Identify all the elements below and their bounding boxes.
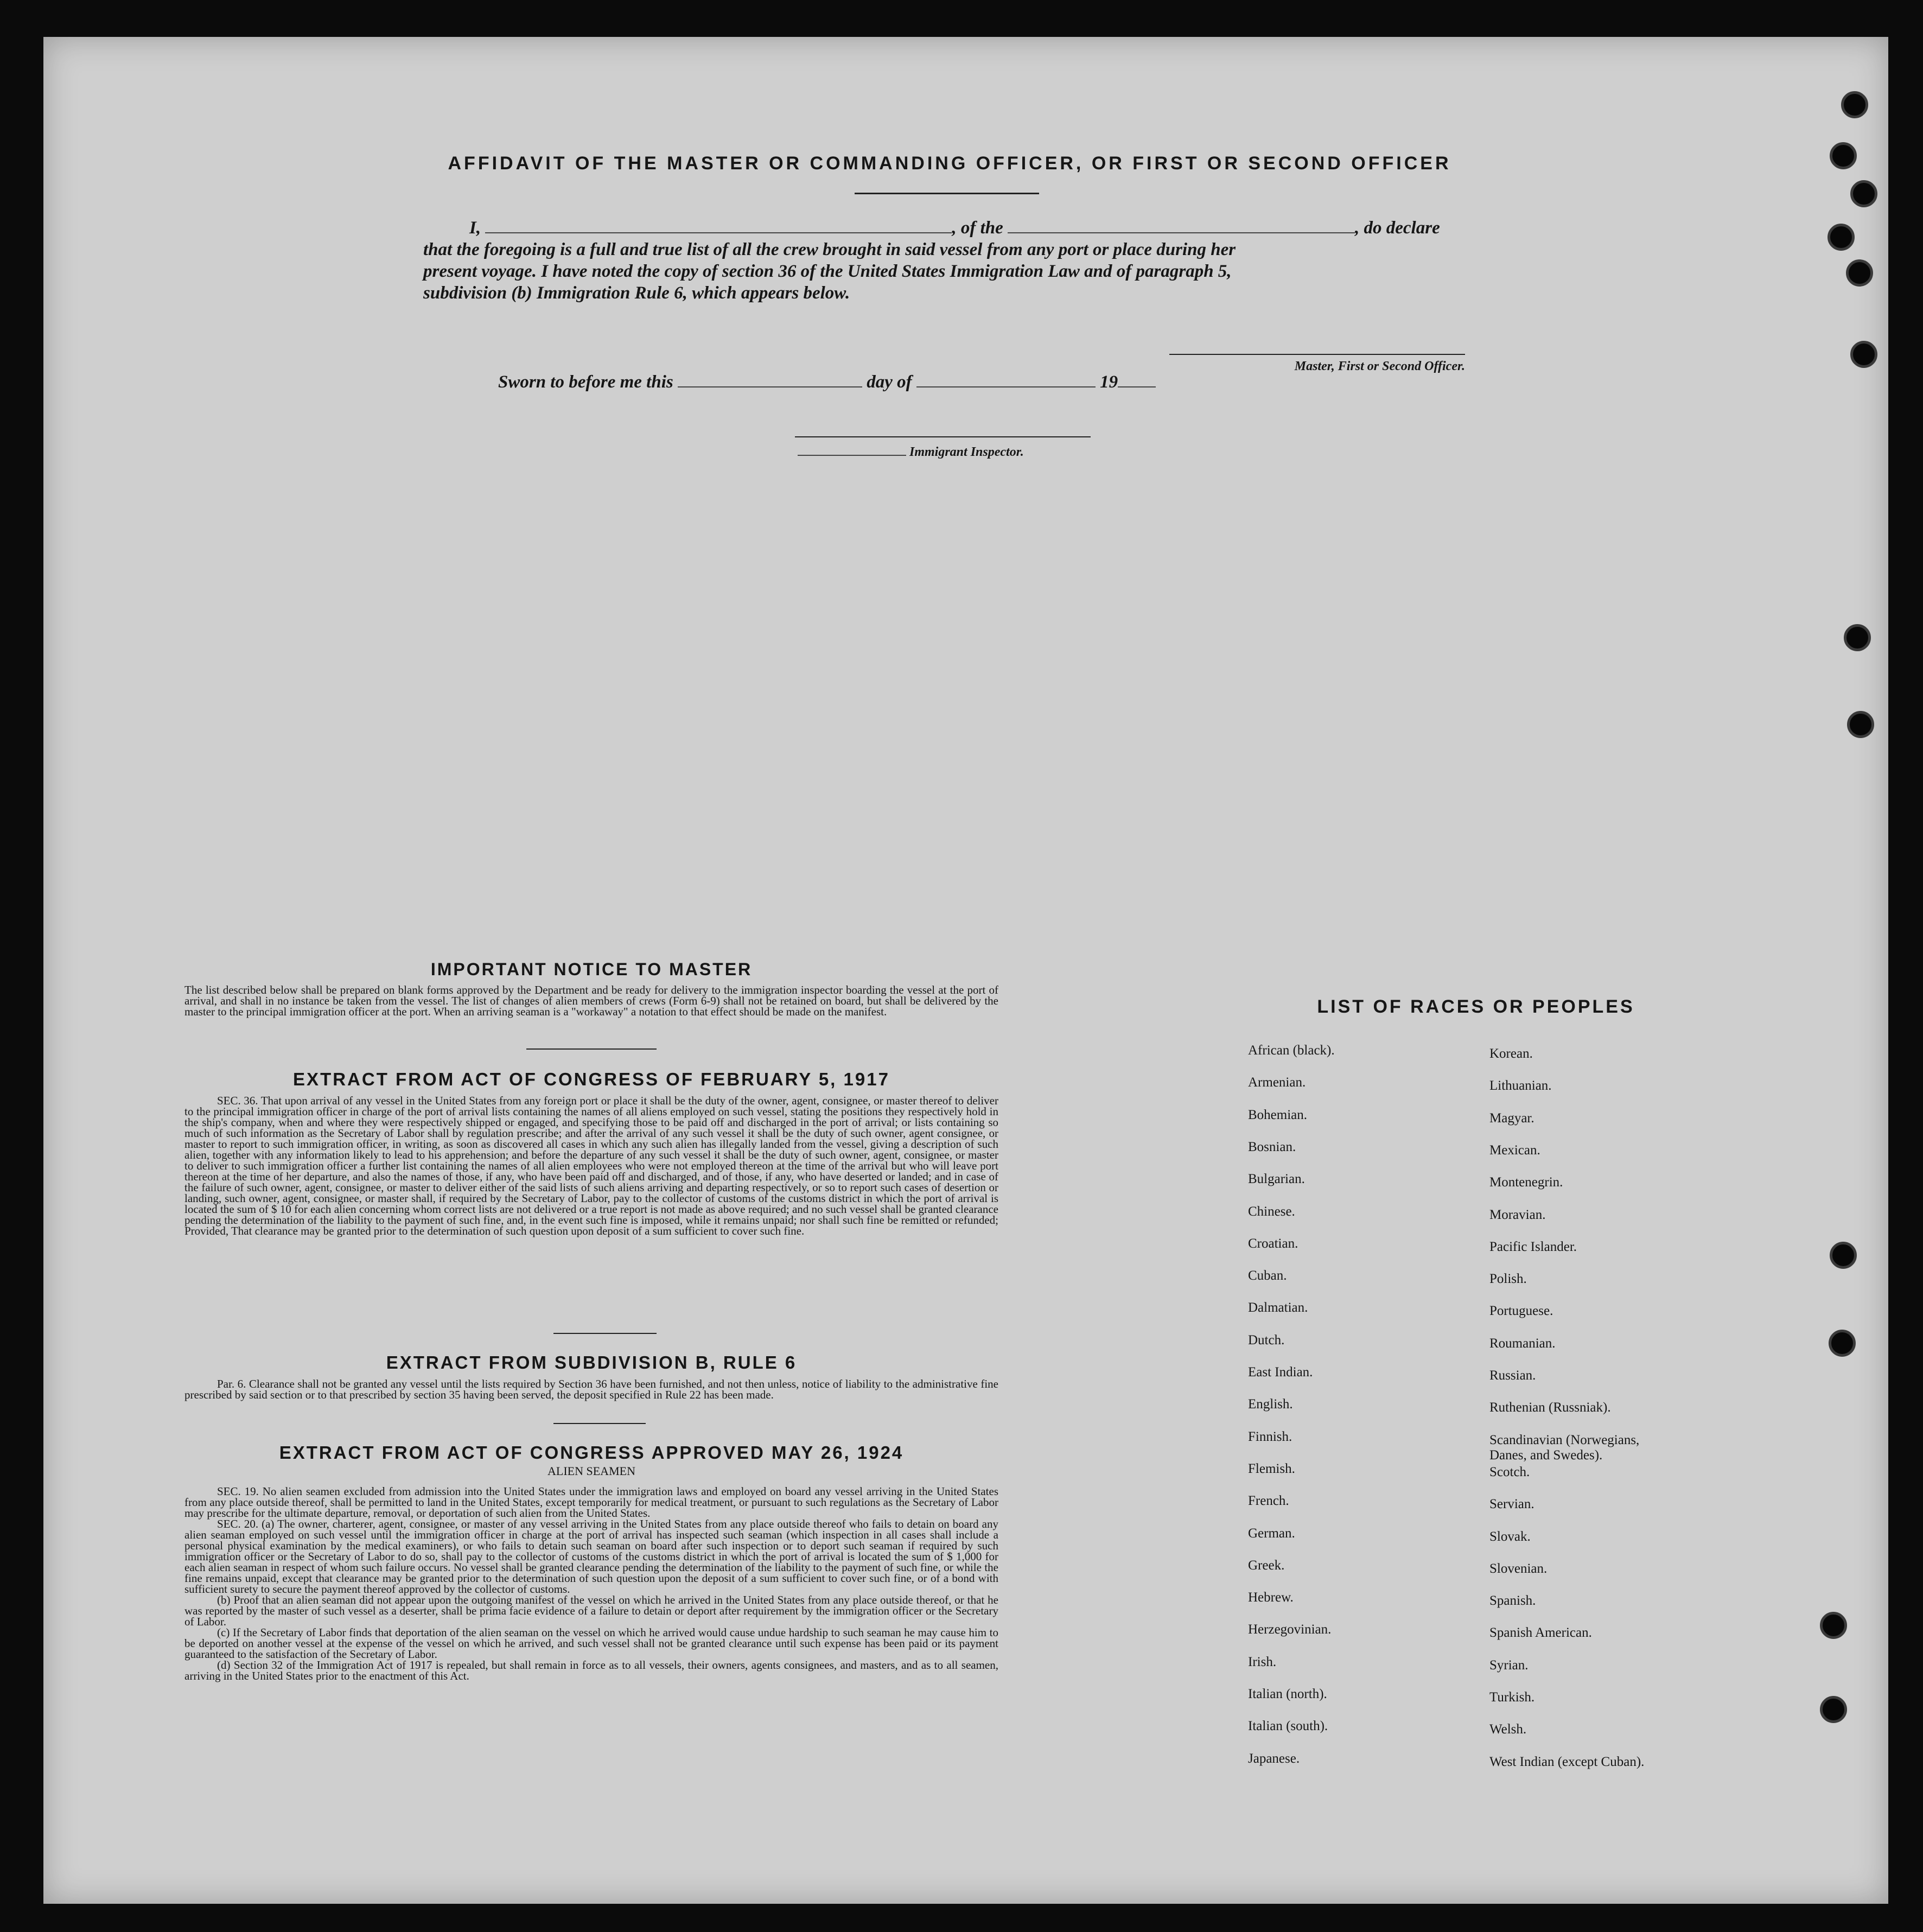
race-item: Italian (north).	[1248, 1687, 1327, 1701]
declarant-name-field[interactable]	[485, 232, 952, 233]
race-item: Magyar.	[1489, 1110, 1534, 1126]
race-item: Scandinavian (Norwegians, Danes, and Swedes).	[1489, 1432, 1640, 1463]
extract-1917-title: EXTRACT FROM ACT OF CONGRESS OF FEBRUARY 5, 1917	[293, 1069, 890, 1089]
race-item: Welsh.	[1489, 1722, 1527, 1737]
sworn-year-field[interactable]	[1118, 386, 1156, 387]
extract-1924-body	[184, 1486, 998, 1681]
race-item: Turkish.	[1489, 1690, 1535, 1705]
race-item: Slovak.	[1489, 1529, 1531, 1544]
race-item: Chinese.	[1248, 1204, 1295, 1219]
binder-hole-icon	[1844, 624, 1871, 651]
extract-rule6-body: Par. 6. Clearance shall not be granted any vessel until the lists required by Section 36 have been furnished, and not then unless, notice of liability to the administrative fine prescribed by said section or to that prescribed by section 35 having been served, the deposit specified in Rule 22 has been made.	[184, 1377, 998, 1401]
race-item: Korean.	[1489, 1046, 1533, 1061]
vessel-name-field[interactable]	[1008, 232, 1355, 233]
race-item: Japanese.	[1248, 1751, 1300, 1766]
race-item: Herzegovinian.	[1248, 1622, 1332, 1637]
sworn-label: Sworn to before me this	[498, 372, 673, 392]
race-item: Dutch.	[1248, 1332, 1285, 1348]
race-item: English.	[1248, 1397, 1293, 1412]
binder-hole-icon	[1820, 1696, 1847, 1723]
race-item: Scotch.	[1489, 1464, 1530, 1479]
declarant-label: I,	[469, 218, 481, 238]
race-item: Montenegrin.	[1489, 1175, 1563, 1190]
race-item: Slovenian.	[1489, 1561, 1548, 1576]
race-item: Moravian.	[1489, 1207, 1546, 1222]
sec20a-text: SEC. 20. (a) The owner, charterer, agent, consignee, or master of any vessel arriving in the United States from any place outside thereof who fails to detain on board any alien seaman employed on such vessel until the immigration officer in charge at the port of arrival has inspected such seaman (which inspection in all cases shall include a personal physical examination by the medical examiners), or who fails to detain such seaman on board after such inspection or to deport such seaman if required by such immigration officer or the Secretary of Labor to do so, shall pay to the collector of customs of the customs district in which the port of arrival is located the sum of $ 1,000 for each alien seaman in respect of whom such failure occurs. No vessel shall be granted clearance pending the determination of the liability to the payment of such fine, or while the fine remains unpaid, except that clearance may be granted prior to the determination of such question upon the deposit of a sum sufficient to cover such fine, or of a bond with sufficient surety to secure the payment thereof approved by the collector of customs.	[184, 1517, 998, 1596]
race-item: Bulgarian.	[1248, 1172, 1305, 1187]
declare-label: , do declare	[1355, 218, 1440, 238]
binder-hole-icon	[1847, 711, 1874, 738]
sec19-text: SEC. 19. No alien seamen excluded from admission into the United States under the immigration laws and employed on board any vessel arriving in the United States from any place outside thereof, shall be permitted to land in the United States, except temporarily for medical treatment, or pursuant to such regulations as the Secretary of Labor may prescribe for the ultimate departure, removal, or deportation of such alien from the United States.	[184, 1485, 998, 1520]
race-item: Ruthenian (Russniak).	[1489, 1400, 1611, 1415]
extract-1924-subtitle: ALIEN SEAMEN	[547, 1464, 635, 1478]
race-item: East Indian.	[1248, 1365, 1313, 1380]
section-divider	[553, 1333, 657, 1334]
sec20c-text: (c) If the Secretary of Labor finds that deportation of the alien seaman on the vessel on which he arrived would cause undue hardship to such seaman he may cause him to be deported on another vessel at the expense of the vessel on which he arrived, and such vessel shall not be granted clearance until such expense has been paid or its payment guaranteed to the satisfaction of the Secretary of Labor.	[184, 1626, 998, 1661]
day-of-label: day of	[867, 372, 912, 392]
declaration-line: subdivision (b) Immigration Rule 6, which appears below.	[423, 283, 850, 303]
sworn-day-field[interactable]	[678, 386, 862, 387]
declaration-line: that the foregoing is a full and true list of all the crew brought in said vessel from any port or place during her	[423, 240, 1236, 259]
race-item: Dalmatian.	[1248, 1300, 1308, 1315]
binder-hole-icon	[1828, 224, 1855, 251]
race-item: Mexican.	[1489, 1142, 1540, 1158]
race-item: Bohemian.	[1248, 1107, 1308, 1122]
notice-body: The list described below shall be prepared on blank forms approved by the Department and be ready for delivery to the immigration inspector boarding the vessel at the port of arrival, and shall in no instance be taken from the vessel. The list of changes of alien members of crews (Form 6-9) shall not be retained on board, but shall be delivered by the master to the principal immigration officer at the port. When an arriving seaman is a "workaway" a notation to that effect should be made on the manifest.	[184, 983, 998, 1018]
affidavit-title: AFFIDAVIT OF THE MASTER OR COMMANDING OFFICER, OR FIRST OR SECOND OFFICER	[448, 153, 1451, 174]
race-item: Servian.	[1489, 1497, 1534, 1512]
race-item: Roumanian.	[1489, 1336, 1556, 1351]
sworn-line	[498, 372, 1156, 392]
vessel-label: , of the	[952, 218, 1003, 238]
race-item: Cuban.	[1248, 1268, 1287, 1283]
signature-line[interactable]	[1169, 354, 1465, 355]
race-item: Spanish American.	[1489, 1625, 1592, 1641]
binder-hole-icon	[1820, 1612, 1847, 1639]
race-item: Flemish.	[1248, 1461, 1295, 1476]
extract-rule6-title: EXTRACT FROM SUBDIVISION B, RULE 6	[386, 1352, 797, 1372]
inspector-signature-line[interactable]	[795, 436, 1091, 437]
binder-hole-icon	[1850, 180, 1877, 207]
race-item: Armenian.	[1248, 1075, 1306, 1090]
binder-hole-icon	[1841, 91, 1868, 118]
inspector-caption-row	[798, 445, 1069, 460]
section-divider	[553, 1423, 646, 1424]
binder-hole-icon	[1850, 341, 1877, 368]
sec20b-text: (b) Proof that an alien seaman did not appear upon the outgoing manifest of the vessel on which he arrived in the United States from any place outside thereof, or that he was reported by the master of such vessel as a deserter, shall be prima facie evidence of a failure to detain or deport after requirement by the immigration officer or the Secretary of Labor.	[184, 1593, 998, 1628]
extract-1924-title: EXTRACT FROM ACT OF CONGRESS APPROVED MAY 26, 1924	[279, 1442, 904, 1463]
binder-hole-icon	[1830, 142, 1857, 169]
race-item: Polish.	[1489, 1272, 1527, 1287]
inspector-caption: Immigrant Inspector.	[909, 445, 1024, 459]
race-item: Croatian.	[1248, 1236, 1298, 1251]
race-item: Pacific Islander.	[1489, 1239, 1577, 1254]
race-item: Hebrew.	[1248, 1590, 1294, 1605]
sec20d-text: (d) Section 32 of the Immigration Act of 1917 is repealed, but shall remain in force as to all vessels, their owners, agents consignees, and masters, and as to all seamen, arriving in the United States prior to the enactment of this Act.	[184, 1658, 998, 1682]
race-item: West Indian (except Cuban).	[1489, 1754, 1645, 1769]
extract-1917-body: SEC. 36. That upon arrival of any vessel in the United States from any foreign port or place it shall be the duty of the owner, agent, consignee, or master thereof to deliver to the principal immigration officer in charge of the port of arrival lists containing the names of all aliens employed on such vessel, stating the positions they respectively hold in the ship's company, when and where they were respectively shipped or engaged, and specifying those to be paid off and discharged in the port of arrival; or lists containing so much of such information as the Secretary of Labor shall by regulation prescribe; and after the arrival of any such vessel it shall be the duty of such owner, agent consignee, or master to report to such immigration officer, in writing, as soon as discovered all cases in which any such alien has illegally landed from the vessel, giving a description of such alien, together with any information likely to lead to his apprehension; and before the departure of any such vessel it shall be the duty of such owner, agent, consignee, or master to deliver to such immigration officer a further list containing the names of all alien employees who were not employed thereon at the time of the arrival but who will leave port thereon at the time of her departure, and also the names of those, if any, who have been paid off and discharged, and of those, if any, who have deserted or landed; and in case of the failure of such owner, agent, consignee, or master to deliver either of the said lists of such aliens arriving and departing respectively, or so to report such cases of desertion or landing, such owner, agent, consignee, or master shall, if required by the Secretary of Labor, pay to the collector of customs of the customs district in which the port of arrival is located the sum of $ 10 for each alien concerning whom correct lists are not delivered or a true report is not made as above required; and no such vessel shall be granted clearance pending the determination of the liability to the payment of such fine, and, in the event such fine is imposed, while it remains unpaid; nor shall such fine be remitted or refunded; Provided, That clearance may be granted prior to the determination of such question upon deposit of a sum sufficient to cover such fine.	[184, 1094, 998, 1237]
title-divider	[855, 193, 1039, 194]
race-item: French.	[1248, 1494, 1289, 1509]
race-item: German.	[1248, 1526, 1295, 1541]
race-item: Syrian.	[1489, 1657, 1529, 1673]
section-divider	[526, 1048, 657, 1050]
race-item: Irish.	[1248, 1654, 1277, 1669]
binder-hole-icon	[1830, 1242, 1857, 1269]
race-item: African (black).	[1248, 1043, 1335, 1058]
year-prefix: 19	[1100, 372, 1118, 392]
affidavit-declaration	[423, 217, 1470, 304]
race-item: Spanish.	[1489, 1593, 1536, 1609]
signature-caption: Master, First or Second Officer.	[1294, 359, 1465, 373]
races-title: LIST OF RACES OR PEOPLES	[1317, 996, 1635, 1017]
race-item: Bosnian.	[1248, 1139, 1296, 1154]
binder-hole-icon	[1829, 1330, 1856, 1357]
race-item: Italian (south).	[1248, 1719, 1328, 1734]
inspector-name-field[interactable]	[798, 455, 906, 456]
race-item: Russian.	[1489, 1368, 1536, 1383]
sworn-month-field[interactable]	[916, 386, 1096, 387]
race-item: Lithuanian.	[1489, 1078, 1552, 1094]
binder-hole-icon	[1846, 259, 1873, 287]
race-item: Finnish.	[1248, 1429, 1292, 1444]
race-item: Greek.	[1248, 1558, 1285, 1573]
declaration-line: present voyage. I have noted the copy of section 36 of the United States Immigration Law and of paragraph 5,	[423, 262, 1232, 281]
notice-title: IMPORTANT NOTICE TO MASTER	[430, 959, 753, 979]
race-item: Portuguese.	[1489, 1304, 1553, 1319]
